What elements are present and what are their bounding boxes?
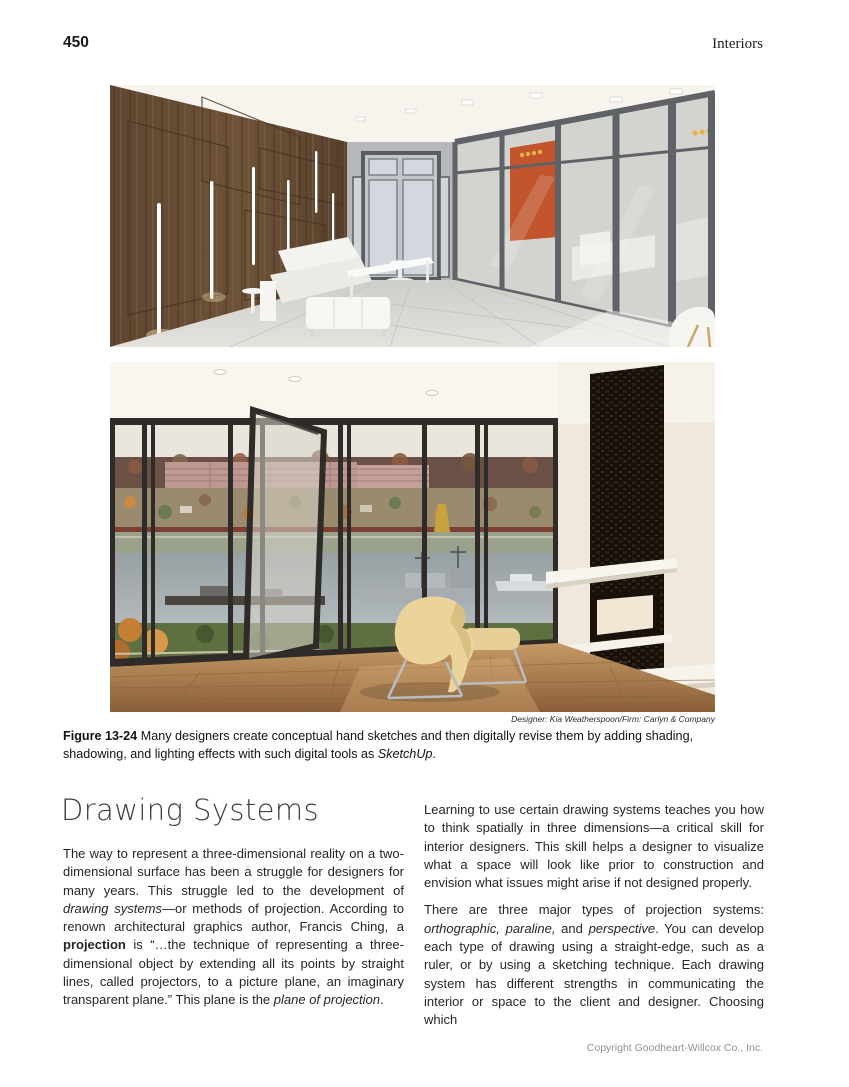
- term-projection: projection: [63, 937, 126, 953]
- section-heading: Drawing Systems: [61, 793, 320, 827]
- text-run: There are three major types of projection systems:: [424, 902, 764, 918]
- text-run: . You can develop each type of drawing using a straight-edge, such as a ruler, or by using a sketching technique. Each drawing system has different strengths in communicating the interior or space to the client and designer. Choosing which: [424, 920, 764, 1028]
- office-lobby-rendering: [110, 85, 715, 347]
- caption-period: .: [432, 746, 436, 761]
- term-drawing-systems: drawing systems: [63, 900, 162, 916]
- office-lobby-illustration: [110, 85, 715, 347]
- living-room-illustration: [110, 362, 715, 712]
- term-plane-of-projection: plane of projection: [273, 992, 381, 1008]
- caption-tool-name: SketchUp: [377, 746, 433, 761]
- text-run: The way to represent a three-dimensional reality on a two-dimensional surface has been a struggle for designers for many years. This struggle led to the development of: [63, 846, 404, 898]
- left-column: [63, 845, 404, 1010]
- caption-text: Many designers create conceptual hand sketches and then digitally revise them by adding shading, shadowing, and lighting effects with such digital tools as: [63, 729, 694, 761]
- page-number: 450: [63, 34, 89, 51]
- text-run: and: [555, 920, 589, 936]
- paragraph: [63, 845, 404, 1010]
- copyright-notice: Copyright Goodheart-Willcox Co., Inc.: [586, 1042, 763, 1054]
- living-room-rendering: [110, 362, 715, 712]
- image-credit: Designer: Kia Weatherspoon/Firm: Carlyn & Company: [511, 714, 715, 724]
- text-run: —or methods of projection. According to renown architectural graphics author, Francis Ching, a: [63, 900, 404, 935]
- right-column: [424, 801, 764, 1030]
- paragraph: [424, 901, 764, 1029]
- term-perspective: perspective: [588, 920, 656, 936]
- running-head: Interiors: [712, 36, 763, 52]
- text-run: .: [380, 992, 384, 1008]
- paragraph: Learning to use certain drawing systems teaches you how to think spatially in three dimensions—a critical skill for interior designers. This skill helps a designer to visualize what a space will look like prior to construction and envision what issues might arise if not designed properly.: [424, 802, 764, 891]
- text-run: is “…the technique of representing a three-dimensional object by extending all its points by straight lines, called projectors, to a picture plane, an imaginary transparent plane.” This plane is the: [63, 937, 404, 1008]
- figure-caption: [63, 728, 757, 763]
- term-orthographic-paraline: orthographic, paraline,: [424, 920, 556, 936]
- figure-label: Figure 13-24: [63, 729, 138, 743]
